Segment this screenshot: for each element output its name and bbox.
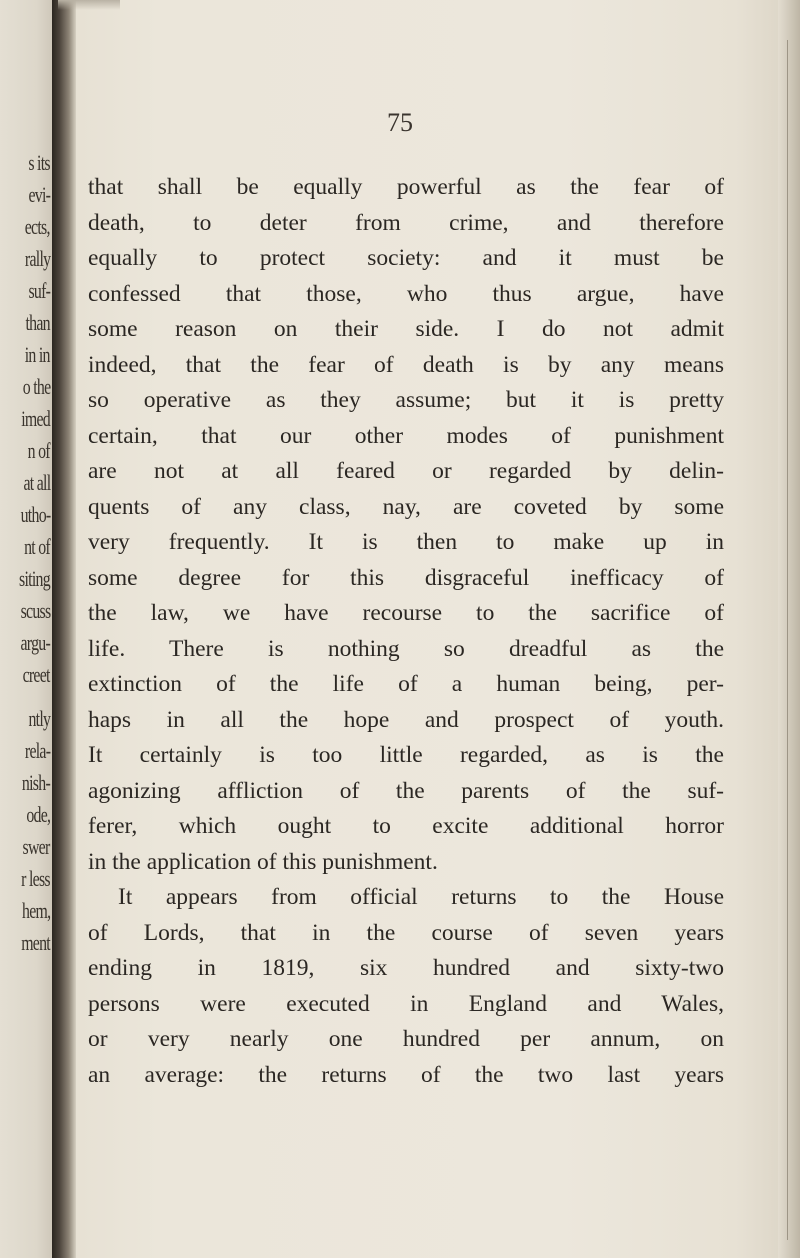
page-right-edge [778, 0, 800, 1258]
facing-page-fragment: at all [23, 470, 50, 495]
facing-page-fragment: ects, [25, 214, 50, 239]
text-line: ending in 1819, six hundred and sixty-two [88, 955, 724, 981]
text-line: equally to protect society: and it must be [88, 245, 724, 271]
facing-page-fragment: n of [27, 438, 50, 463]
text-line: certain, that our other modes of punishment [88, 422, 724, 449]
facing-page-fragment: swer [22, 834, 50, 859]
text-line: ferer, which ought to excite additional horror [88, 813, 724, 839]
text-line: some reason on their side. I do not admit [88, 316, 724, 342]
facing-page-fragment: hem, [21, 898, 50, 923]
text-line: quents of any class, nay, are coveted by some [88, 493, 724, 520]
facing-page-fragment: ment [21, 930, 50, 955]
facing-page-fragment: imed [21, 406, 50, 431]
facing-page-fragment: o the [22, 374, 50, 399]
facing-page-fragment: argu- [20, 630, 50, 655]
text-line: so operative as they assume; but it is pretty [88, 387, 724, 413]
text-line: very frequently. It is then to make up in [88, 529, 724, 555]
facing-page-fragment: in in [24, 342, 50, 367]
page-number: 75 [387, 108, 413, 137]
facing-page-fragment: nish- [21, 770, 50, 795]
text-line: the law, we have recourse to the sacrifice of [88, 600, 724, 626]
facing-page-fragment: r less [21, 866, 50, 891]
facing-page-fragment: ode, [26, 802, 50, 827]
text-line: agonizing affliction of the parents of the suf- [88, 777, 724, 804]
facing-page-fragment: creet [22, 662, 50, 687]
text-line: extinction of the life of a human being, per- [88, 671, 724, 697]
facing-page-fragment: ntly [28, 706, 50, 731]
text-line: some degree for this disgraceful inefficacy of [88, 564, 724, 591]
facing-page-fragment: than [25, 310, 50, 335]
text-line: indeed, that the fear of death is by any means [88, 351, 724, 378]
facing-page-edge [0, 0, 52, 1258]
text-line: an average: the returns of the two last years [88, 1061, 724, 1088]
facing-page-fragment: s its [28, 150, 50, 175]
gutter-top-shade [58, 0, 120, 10]
facing-page-fragment: siting [19, 566, 50, 591]
facing-page-fragment: scuss [20, 598, 50, 623]
text-line: persons were executed in England and Wales, [88, 990, 724, 1017]
facing-page-fragment: rally [24, 246, 50, 271]
facing-page-fragment: suf- [28, 278, 50, 303]
text-line: death, to deter from crime, and therefore [88, 209, 724, 236]
text-line: life. There is nothing so dreadful as the [88, 635, 724, 662]
facing-page-fragment: nt of [24, 534, 50, 559]
facing-page-fragment: evi- [28, 182, 50, 207]
text-line: It certainly is too little regarded, as is the [88, 742, 724, 768]
book-gutter-shadow [52, 0, 76, 1258]
text-line: haps in all the hope and prospect of youth. [88, 706, 724, 733]
text-line: that shall be equally powerful as the fear of [88, 174, 724, 200]
facing-page-fragment: rela- [24, 738, 50, 763]
text-line: confessed that those, who thus argue, have [88, 280, 724, 307]
text-line: It appears from official returns to the House [118, 884, 724, 910]
body-text [88, 170, 724, 1093]
text-line: or very nearly one hundred per annum, on [88, 1026, 724, 1052]
facing-page-fragment: utho- [20, 502, 50, 527]
text-line: in the application of this punishment. [88, 848, 438, 875]
text-line: are not at all feared or regarded by delin- [88, 458, 724, 484]
text-line: of Lords, that in the course of seven years [88, 919, 724, 946]
